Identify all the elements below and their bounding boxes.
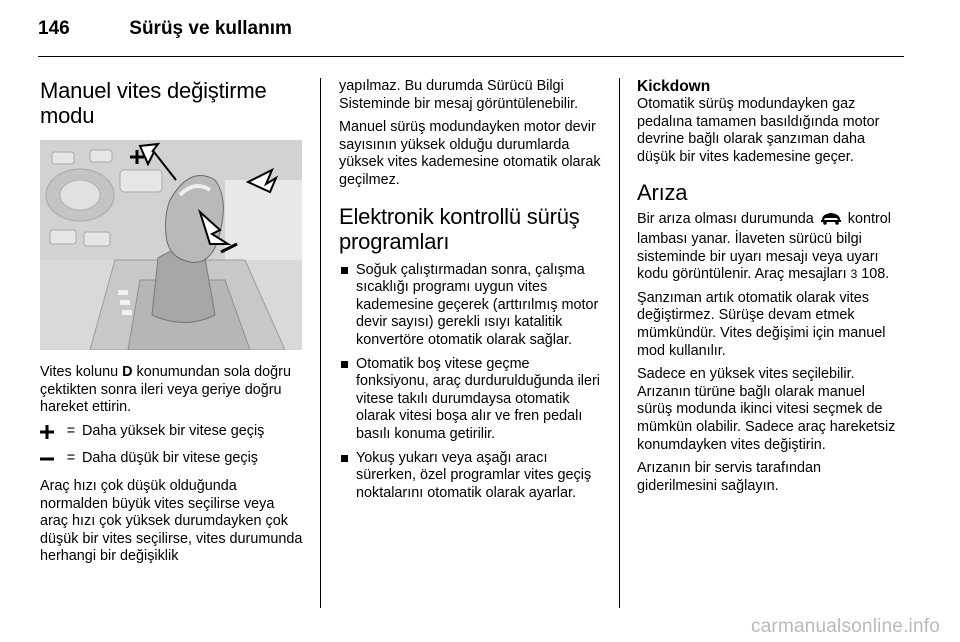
legend-minus-text: Daha düşük bir vitese geçiş: [82, 450, 258, 467]
legend-plus: [40, 423, 306, 441]
instruction-text-1: Vites kolunu: [40, 364, 123, 380]
section-heading-manual-mode: [40, 78, 306, 128]
fault-paragraph-4: Arızanın bir servis tarafından giderilmesini sağlayın.: [637, 460, 821, 494]
instruction-text-2: konumundan sola doğru çektikten sonra ileri veya geriye doğru hareket ettirin.: [40, 364, 291, 416]
column-1: [40, 78, 306, 572]
page-title: Sürüş ve kullanım: [129, 18, 292, 39]
bullet-icon: [341, 361, 348, 368]
plus-icon: [40, 425, 60, 439]
list-item: [339, 450, 605, 503]
page-number: 146: [38, 18, 70, 39]
message-paragraph: yapılmaz. Bu durumda Sürücü Bilgi Sisteminde bir mesaj görüntülenebilir.: [339, 78, 579, 112]
instruction-paragraph: [40, 364, 306, 417]
column-divider-1: [320, 78, 321, 608]
section-heading-electronic-programs: Elektronik kontrollü sürüş programları: [339, 203, 580, 254]
column-3: [637, 78, 903, 501]
column-2: [339, 78, 605, 508]
page-reference[interactable]: 108.: [861, 266, 890, 283]
list-item-text: Soğuk çalıştırmadan sonra, çalışma sıcaklığı programı uygun vites kademesine geçerek (arttırılmış motor devir sayısı) gerekli ısıyı katalitik konvertöre otomatik olarak sağlar.: [356, 261, 599, 348]
bullet-icon: [341, 267, 348, 274]
page-header: [38, 18, 292, 40]
kickdown-paragraph: Otomatik sürüş modundayken gaz pedalına tamamen basıldığında motor devrine bağlı olarak şanzıman daha düşük bir vites kademesine geçer.: [637, 96, 880, 165]
program-list: [339, 262, 605, 503]
legend-plus-text: Daha yüksek bir vitese geçiş: [82, 422, 265, 439]
section-heading-fault: Arıza: [637, 180, 688, 206]
column-divider-2: [619, 78, 620, 608]
heading-line-2: modu: [40, 103, 95, 128]
list-item-text: Otomatik boş vitese geçme fonksiyonu, araç durdurulduğunda ileri vitese takılı durumdaysa otomatik olarak vitesi boşa alır ve fren pedalı basılı konuma getirilir.: [356, 355, 600, 442]
minus-icon: [40, 452, 60, 466]
speed-paragraph: Araç hızı çok düşük olduğunda normalden büyük vites seçilirse veya araç hızı çok yüksek durumdayken çok düşük bir vites seçilirse, vites durumunda herhangi bir değişiklik: [40, 477, 303, 565]
fault-paragraph-3: Sadece en yüksek vites seçilebilir. Arızanın türüne bağlı olarak manuel sürüş modunda ikinci vitesi seçmek de mümkün olabilir. Sadece araç hareketsiz konumdayken vites değiştirin.: [637, 366, 896, 453]
transmission-fault-lamp-icon: [820, 211, 842, 231]
rpm-paragraph: Manuel sürüş modundayken motor devir sayısının yüksek olduğu durumlarda yüksek vites kademesine otomatik olarak geçilmez.: [339, 119, 601, 188]
kickdown-heading: Kickdown: [637, 78, 711, 95]
watermark-text: carmanualsonline.info: [750, 616, 940, 637]
list-item: [339, 262, 605, 350]
page-reference-arrow-icon: 3: [850, 267, 858, 282]
heading-line-1: Manuel vites değiştirme: [40, 78, 267, 103]
gear-shift-lever-illustration: [40, 140, 302, 350]
fault-text-1: Bir arıza olması durumunda: [637, 211, 814, 228]
instruction-bold-d: D: [122, 364, 133, 380]
header-rule: [38, 56, 904, 57]
fault-paragraph-1: [637, 211, 903, 283]
legend-minus: [40, 450, 306, 468]
bullet-icon: [341, 455, 348, 462]
legend-plus-equals: =: [66, 422, 76, 439]
list-item-text: Yokuş yukarı veya aşağı aracı sürerken, özel programlar vites geçiş noktalarını otomatik olarak ayarlar.: [356, 449, 592, 501]
legend-minus-equals: =: [66, 450, 76, 467]
fault-text-2: kontrol lambası yanar. İlaveten sürücü bilgi sisteminde bir uyarı mesajı veya uyarı kodu görüntülenir. Araç mesajları: [637, 211, 891, 283]
list-item: [339, 356, 605, 444]
fault-paragraph-2: Şanzıman artık otomatik olarak vites değiştirmez. Sürüşe devam etmek mümkündür. Vites değişimi için manuel mod kullanılır.: [637, 289, 886, 359]
